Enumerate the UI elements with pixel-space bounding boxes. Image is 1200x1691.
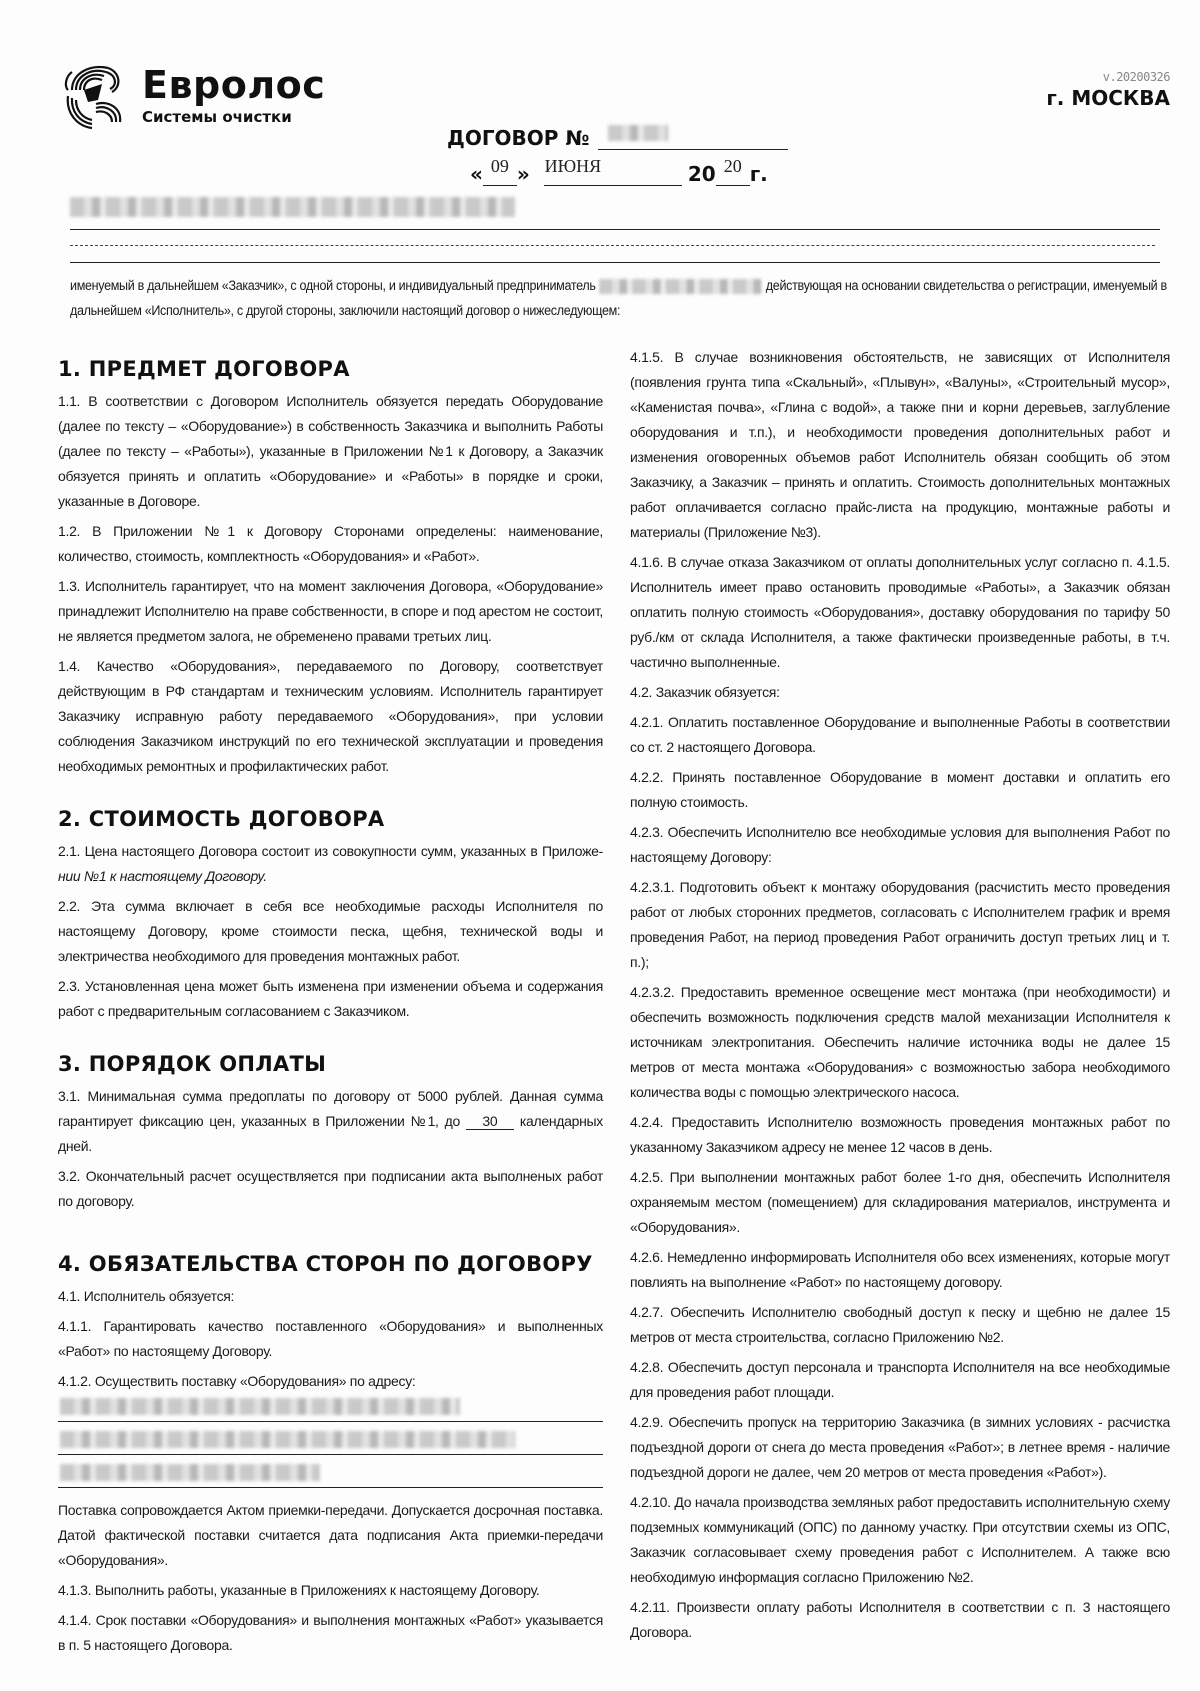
clause-1-2: 1.2. В Приложении №1 к Договору Сторонами определены: наименование, количество, стоимость, комплектность «Оборудования» и «Работ».	[58, 523, 603, 564]
section-3-title: 3. ПОРЯДОК ОПЛАТЫ	[58, 1052, 327, 1076]
redacted-address-3	[60, 1464, 320, 1481]
clause-4-2-3-2: 4.2.3.2. Предоставить временное освещение мест монтажа (при необходимости) и обеспечить возможность подключения средств малой механизации Исполнителя к источникам электропитания. Обеспечить наличие источника воды не далее 15 метров от места монтажа «Оборудования» с возможностью забора необходимого количества воды с помощью электрического насоса.	[630, 984, 1170, 1100]
clause-2-1: 2.1. Цена настоящего Договора состоит из совокупности сумм, указанных в Приложе- нии №1 к настоящему Договору.	[58, 843, 603, 884]
customer-line-2	[70, 262, 1160, 263]
evrolos-logo-icon	[62, 60, 130, 132]
logo-name: Евролос	[142, 63, 326, 107]
contract-city: г. МОСКВА	[1046, 86, 1170, 110]
clause-1-4: 1.4. Качество «Оборудования», передаваемого по Договору, соответствует действующим в РФ стандартам и техническим условиям. Исполнитель гарантирует Заказчику исправную работу передаваемого «Оборудования», при условии соблюдения Заказчиком инструкций по его технической эксплуатации и проведения необходимых ремонтных и профилактических работ.	[58, 658, 603, 774]
clause-4-2-3: 4.2.3. Обеспечить Исполнителю все необходимые условия для выполнения Работ по настоящему Договору:	[630, 824, 1170, 865]
clause-4-2-5: 4.2.5. При выполнении монтажных работ более 1-го дня, обеспечить Исполнителя охраняемым местом (помещением) для складирования материалов, инструмента и «Оборудования».	[630, 1169, 1170, 1235]
redacted-contractor-name	[599, 279, 762, 294]
logo-subtitle: Системы очистки	[142, 108, 292, 126]
clause-4-2-6: 4.2.6. Немедленно информировать Исполнителя обо всех изменениях, которые могут повлиять на выполнение «Работ» по настоящему договору.	[630, 1249, 1170, 1290]
clause-4-1: 4.1. Исполнитель обязуется:	[58, 1288, 235, 1304]
date-month: ИЮНЯ	[544, 156, 602, 176]
company-logo	[62, 60, 325, 132]
delivery-address-line-3	[58, 1460, 603, 1488]
date-year-suffix: 20	[723, 156, 742, 176]
date-year-prefix: 20	[687, 162, 716, 186]
clause-4-1-4: 4.1.4. Срок поставки «Оборудования» и выполнения монтажных «Работ» указывается в п. 5 настоящего Договора.	[58, 1612, 603, 1653]
date-day-field	[483, 156, 517, 186]
clause-1-1: 1.1. В соответствии с Договором Исполнитель обязуется передать Оборудование (далее по тексту – «Оборудование») в собственность Заказчика и выполнить Работы (далее по тексту – «Работы»), указанные в Приложении №1 к Договору, а Заказчик обязуется принять и оплатить «Оборудование» и «Работы» в порядке и сроки, указанные в Договоре.	[58, 393, 603, 509]
delivery-address-line-1	[58, 1394, 603, 1422]
clause-4-1-1: 4.1.1. Гарантировать качество поставленного «Оборудования» и выполненных «Работ» по настоящему Договору.	[58, 1318, 603, 1359]
clause-4-1-5: 4.1.5. В случае возникновения обстоятельств, не зависящих от Исполнителя (появления грунта типа «Скальный», «Плывун», «Валуны», «Строительный мусор», «Каменистая почва», «Глина с водой», а также пни и корни деревьев, заглубление оборудования и т.п.), и необходимости проведения дополнительных работ и изменения оговоренных объемов работ Исполнитель обязан сообщить об этом Заказчику, а Заказчик – принять и оплатить. Стоимость дополнительных монтажных работ оплачивается согласно прайс-листа на продукцию, монтажные работы и материалы (Приложение №3).	[630, 349, 1170, 540]
left-column	[58, 355, 603, 1684]
preamble-part-2: действующая на основании свидетельства о регистрации, именуемый в дальнейшем «Исполнитель», с другой стороны, заключили настоящий договор о нижеследующем:	[70, 278, 1167, 318]
clause-4-2-7: 4.2.7. Обеспечить Исполнителю свободный доступ к песку и щебню не далее 15 метров от места строительства, согласно Приложению №2.	[630, 1304, 1170, 1345]
section-1-title: 1. ПРЕДМЕТ ДОГОВОРА	[58, 357, 350, 381]
clause-3-2: 3.2. Окончательный расчет осуществляется при подписании акта выполненых работ по договору.	[58, 1168, 603, 1209]
quote-open: «	[470, 162, 483, 186]
document-version: v.20200326	[1102, 70, 1170, 84]
date-day: 09	[490, 156, 509, 176]
clause-4-2-8: 4.2.8. Обеспечить доступ персонала и транспорта Исполнителя на все необходимые для проведения работ площади.	[630, 1359, 1170, 1400]
redacted-customer-name	[70, 197, 515, 217]
contract-preamble	[70, 273, 1167, 323]
clause-4-1-2: 4.1.2. Осуществить поставку «Оборудования» по адресу:	[58, 1373, 416, 1389]
section-4-title: 4. ОБЯЗАТЕЛЬСТВА СТОРОН ПО ДОГОВОРУ	[58, 1252, 593, 1276]
clause-4-2-3-1: 4.2.3.1. Подготовить объект к монтажу оборудования (расчистить место проведения работ от любых сторонних предметов, согласовать с Исполнителем график и время проведения Работ, на период проведения Работ ограничить доступ третьих лиц и т. п.);	[630, 879, 1170, 970]
quote-close: »	[516, 162, 530, 186]
section-3	[58, 1050, 603, 1214]
date-year-end: г.	[749, 162, 768, 186]
clause-2-2: 2.2. Эта сумма включает в себя все необходимые расходы Исполнителя по настоящему Договору, кроме стоимости песка, щебня, технической воды и электричества необходимого для проведения монтажных работ.	[58, 898, 603, 964]
section-2-title: 2. СТОИМОСТЬ ДОГОВОРА	[58, 807, 385, 831]
contract-number-row	[447, 126, 788, 150]
preamble-part-1: именуемый в дальнейшем «Заказчик», с одной стороны, и индивидуальный предприниматель	[70, 278, 596, 293]
clause-4-1-6: 4.1.6. В случае отказа Заказчиком от оплаты дополнительных услуг согласно п. 4.1.5. Исполнитель имеет право остановить проводимые «Работы», а Заказчик обязан оплатить полную стоимость «Оборудования», доставку оборудования по тарифу 50 руб./км от склада Исполнителя, а также фактически произведенные работы, в т.ч. частично выполненные.	[630, 554, 1170, 670]
clause-4-2-1: 4.2.1. Оплатить поставленное Оборудование и выполненные Работы в соответствии со ст. 2 настоящего Договора.	[630, 714, 1170, 755]
clause-4-2-10: 4.2.10. До начала производства земляных работ предоставить исполнительную схему подземных коммуникаций (ОПС) по данному участку. При отсутствии схемы из ОПС, Заказчик согласовывает схему проведения работ с Исполнителем. А также всю необходимую информация согласно Приложению №2.	[630, 1494, 1170, 1585]
clause-2-3: 2.3. Установленная цена может быть изменена при изменении объема и содержания работ с предварительным согласованием с Заказчиком.	[58, 978, 603, 1019]
clause-4-2-11: 4.2.11. Произвести оплату работы Исполнителя в соответствии с п. 3 настоящего Договора.	[630, 1599, 1170, 1640]
section-4	[58, 1250, 603, 1658]
date-month-field	[544, 156, 682, 186]
clause-4-2-9: 4.2.9. Обеспечить пропуск на территорию Заказчика (в зимних условиях - расчистка подъездной дороги от снега до места проведения «Работ»; в летнее время - наличие подъездной дороги не далее, чем 20 метров от места проведения «Работ»).	[630, 1414, 1170, 1480]
date-year-field	[716, 156, 750, 186]
clause-4-1-3: 4.1.3. Выполнить работы, указанные в Приложениях к настоящему Договору.	[58, 1582, 540, 1598]
contract-number-field	[598, 127, 788, 150]
clause-4-2-4: 4.2.4. Предоставить Исполнителю возможность проведения монтажных работ по указанному Заказчиком адресу не менее 12 часов в день.	[630, 1114, 1170, 1155]
customer-line-dashed	[70, 245, 1155, 246]
clause-3-1: 3.1. Минимальная сумма предоплаты по договору от 5000 рублей. Данная сумма гарантирует фиксацию цен, указанных в Приложении №1, до 30 календарных дней.	[58, 1088, 603, 1154]
delivery-note: Поставка сопровождается Актом приемки-передачи. Допускается досрочная поставка. Датой фактической поставки считается дата подписания Акта приемки-передачи «Оборудования».	[58, 1502, 603, 1568]
redacted-contract-number	[608, 125, 668, 141]
contract-date	[470, 152, 768, 186]
section-2	[58, 805, 603, 1024]
customer-line-1	[70, 229, 1160, 230]
clause-1-3: 1.3. Исполнитель гарантирует, что на момент заключения Договора, «Оборудование» принадлежит Исполнителю на праве собственности, в споре и под арестом не состоит, не является предметом залога, не обременено правами третьих лиц.	[58, 578, 603, 644]
prepayment-days-field: 30	[466, 1113, 514, 1130]
clause-4-2-2: 4.2.2. Принять поставленное Оборудование в момент доставки и оплатить его полную стоимость.	[630, 769, 1170, 810]
right-column	[630, 345, 1170, 1650]
clause-4-2: 4.2. Заказчик обязуется:	[630, 684, 780, 700]
contract-label: ДОГОВОР №	[447, 126, 590, 150]
delivery-address-line-2	[58, 1427, 603, 1455]
redacted-address-1	[60, 1398, 460, 1415]
redacted-address-2	[60, 1431, 515, 1448]
section-1	[58, 355, 603, 779]
